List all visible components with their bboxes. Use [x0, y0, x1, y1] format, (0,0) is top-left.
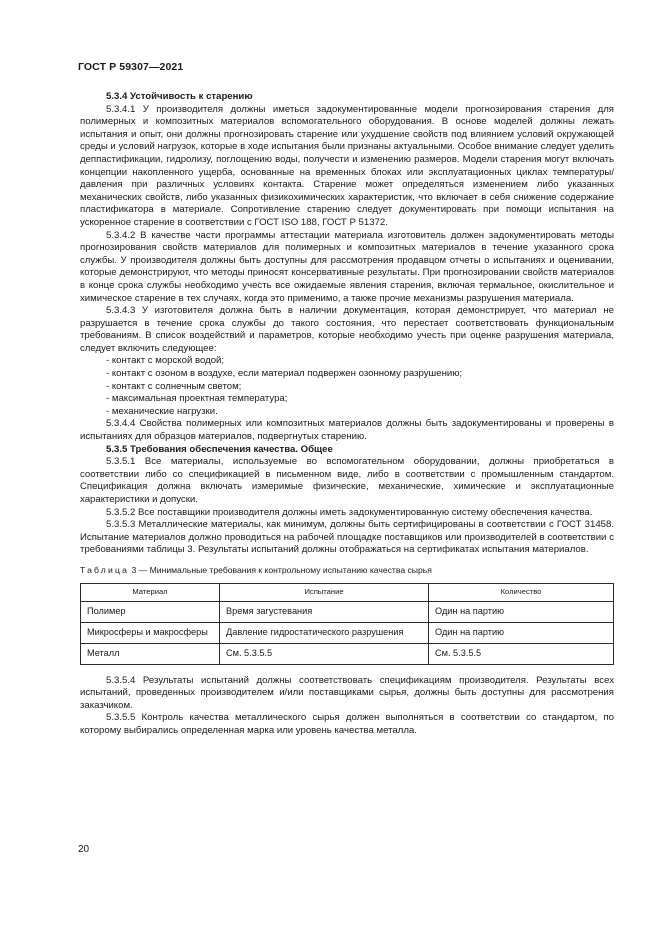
- table-cell: Один на партию: [429, 622, 614, 643]
- table-header-quantity: Количество: [429, 583, 614, 601]
- table-cell: Металл: [81, 643, 220, 664]
- list-item: - контакт с солнечным светом;: [106, 380, 242, 392]
- paragraph: 5.3.4.3 У изготовителя должна быть в наличии документация, которая демонстрирует, что материал не разрушается в течение срока службы до такого состояния, что перестает соответствовать функциональным требованиям. В список воздействий и параметров, которые необходимо учесть при оценке разрушения материала, следует включить следующее:: [80, 305, 614, 354]
- paragraph: 5.3.4.2 В качестве части программы аттестации материала изготовитель должен задокументировать методы прогнозирования свойств материалов для полимерных и композитных материалов в течение указанного срока службы. У производителя должны быть доступны для рассмотрения продавцом отчеты о испытаниях и оценивании, которые демонстрируют, что методы приносят консервативные результаты. При прогнозировании свойств материалов в конце срока службы необходимо учесть все ожидаемые явления старения, включая термальное, окислительное и химическое старение в тех случаях, когда это применимо, а также прочие механизмы разрушения материала.: [80, 229, 614, 304]
- paragraph: 5.3.4.4 Свойства полимерных или композитных материалов должны быть задокументированы и проверены в испытаниях для образцов материалов, подвергнутых старению.: [80, 418, 614, 443]
- paragraph: 5.3.5.2 Все поставщики производителя должны иметь задокументированную систему обеспечения качества.: [106, 506, 593, 518]
- table-row: [81, 643, 614, 664]
- table-row: [81, 601, 614, 622]
- table-cell: Давление гидростатического разрушения: [220, 622, 429, 643]
- paragraph: 5.3.4.1 У производителя должны иметься задокументированные модели прогнозирования старения для полимерных и композитных материалов вспомогательного оборудования. В основе моделей должны лежать испытания и опыт, они должны прогнозировать старение или ухудшение свойств под влиянием условий окружающей среды и условий нагрузок, которые в ходе испытания были признаны актуальными. Особое внимание следует уделить деппастификации, гидролизу, поглощению воды, получести и изменению размеров. Модели старения могут включать концепции накопленного ущерба, основанные на временных блоках или эксплуатационных циклах температуры/давления при различных условиях контакта. Старение может определяться изменением либо указанных механических свойств, либо указанных физикохимических характеристик, что включает в себя снижение содержание пластификатора в материале. Сопротивление старению следует документировать при помощи испытания на ускоренное старение в соответствии с ГОСТ ISO 188, ГОСТ Р 51372.: [80, 103, 614, 228]
- table-header-test: Испытание: [220, 583, 429, 601]
- table-cell: Время загустевания: [220, 601, 429, 622]
- document-body: [80, 91, 614, 738]
- table-row: [81, 622, 614, 643]
- table-caption-label: Таблица: [80, 564, 130, 575]
- document-header: ГОСТ Р 59307—2021: [78, 61, 184, 73]
- paragraph: 5.3.5.1 Все материалы, используемые во вспомогательном оборудовании, должны приобретаться в соответствии либо со спецификацией в письменном виде, либо в соответствии с промышленным стандартом. Спецификация должна включать измеримые физические, механические, химические и эксплуатационные характеристики и допуски.: [80, 456, 614, 505]
- paragraph: 5.3.5.4 Результаты испытаний должны соответствовать спецификациям производителя. Результаты всех испытаний, проведенных производителем и/или поставщиками сырья, должны быть доступны для рассмотрения заказчиком.: [80, 674, 614, 711]
- list-item: - механические нагрузки.: [106, 405, 218, 417]
- section-text-top: [80, 91, 614, 557]
- table-cell: Полимер: [81, 601, 220, 622]
- section-text-bottom: [80, 675, 614, 738]
- table-header-material: Материал: [81, 583, 220, 601]
- table-cell: См. 5.3.5.5: [429, 643, 614, 664]
- table-cell: См. 5.3.5.5: [220, 643, 429, 664]
- table-cell: Один на партию: [429, 601, 614, 622]
- section-heading: 5.3.4 Устойчивость к старению: [106, 91, 253, 102]
- list-item: - максимальная проектная температура;: [106, 393, 288, 405]
- section-heading: 5.3.5 Требования обеспечения качества. Общее: [106, 443, 333, 455]
- list-item: - контакт с озоном в воздухе, если материал подвержен озонному разрушению;: [106, 368, 463, 380]
- quality-test-table: [80, 583, 614, 665]
- page-number: 20: [78, 844, 90, 855]
- paragraph: 5.3.5.3 Металлические материалы, как минимум, должны быть сертифицированы в соответствии с ГОСТ 31458. Испытание материалов должно проводиться на рабочей площадке поставщиков или производителей в соответствии с требованиями таблицы 3. Результаты испытаний должны отображаться на сертификатах испытания материалов.: [80, 519, 614, 556]
- table-caption: [80, 564, 614, 577]
- table-cell: Микросферы и макросферы: [81, 622, 220, 643]
- table-caption-text: 3 — Минимальные требования к контрольному испытанию качества сырья: [129, 564, 432, 575]
- list-item: - контакт с морской водой;: [106, 355, 225, 367]
- table-header-row: [81, 583, 614, 601]
- paragraph: 5.3.5.5 Контроль качества металлического сырья должен выполняться в соответствии со стандартом, по которому выбирались определенная марка или уровень качества металла.: [80, 712, 614, 736]
